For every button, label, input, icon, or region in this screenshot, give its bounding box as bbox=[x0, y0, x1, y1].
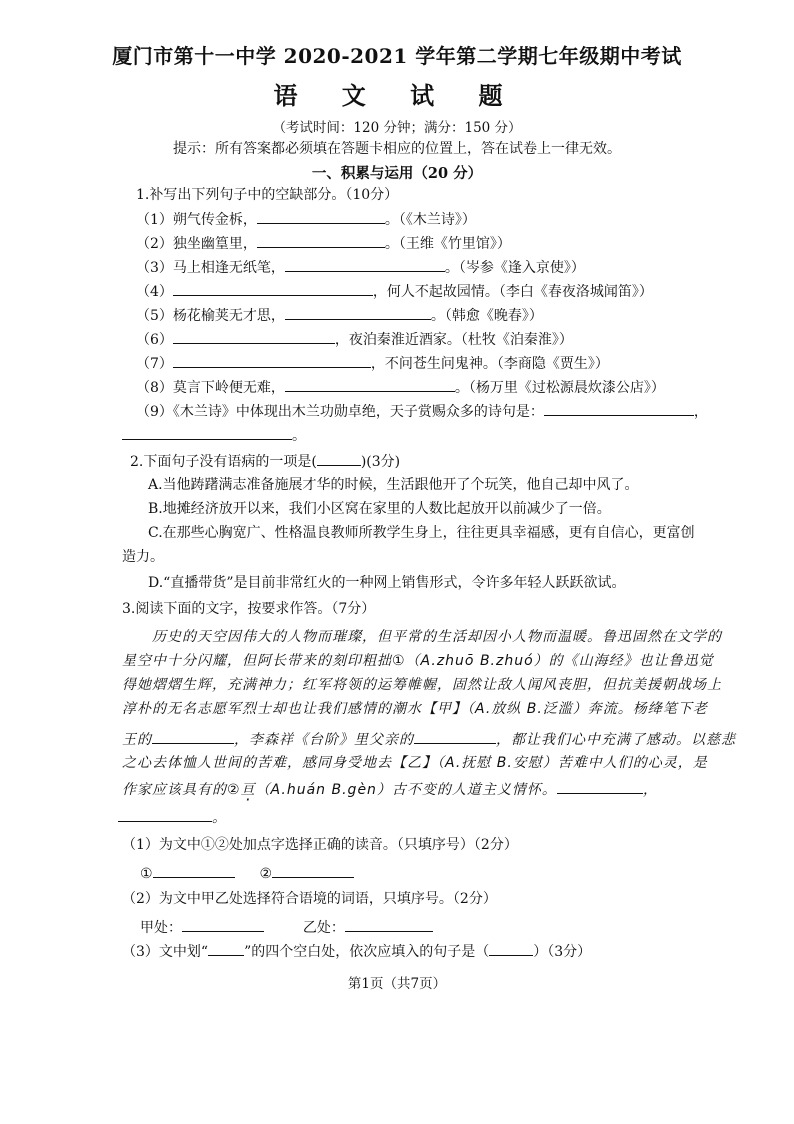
q1-item: （7） ，不问苍生问鬼神。（李商隐《贾生》） bbox=[136, 352, 609, 373]
exam-tip: 提示：所有答案都必须填在答题卡相应的位置上，答在试卷上一律无效。 bbox=[173, 141, 621, 157]
passage-line: 。 bbox=[118, 806, 227, 827]
q2-option-a[interactable]: A.当他踌躇满志准备施展才华的时候，生活跟他开了个玩笑，他自己却中风了。 bbox=[148, 477, 639, 493]
answer-blank[interactable] bbox=[489, 940, 533, 956]
answer-blank[interactable] bbox=[173, 328, 335, 344]
answer-blank[interactable] bbox=[317, 450, 361, 466]
q2-stem: 2.下面句子没有语病的一项是( )(3分) bbox=[130, 450, 400, 471]
answer-blank[interactable] bbox=[173, 352, 371, 368]
answer-blank[interactable] bbox=[557, 778, 643, 794]
q1-stem: 1.补写出下列句子中的空缺部分。（10分） bbox=[136, 187, 399, 203]
underline-mark bbox=[208, 940, 244, 956]
section-heading: 一、积累与运用（20 分） bbox=[311, 165, 483, 182]
q3-stem: 3.阅读下面的文字，按要求作答。（7分） bbox=[122, 601, 376, 617]
passage-line: 历史的天空因伟大的人物而璀璨，但平常的生活却因小人物而温暖。鲁迅固然在文学的 bbox=[152, 629, 722, 645]
q1-item: （8）莫言下岭便无难， 。（杨万里《过松源晨炊漆公店》） bbox=[136, 376, 665, 397]
answer-blank[interactable] bbox=[257, 232, 385, 248]
dotted-char: 亘 bbox=[240, 782, 256, 798]
q1-item: （1）朔气传金柝， 。（《木兰诗》） bbox=[136, 208, 476, 229]
answer-blank[interactable] bbox=[173, 280, 373, 296]
exam-info: （考试时间：120 分钟；满分：150 分） bbox=[272, 120, 522, 136]
q2-option-b[interactable]: B.地摊经济放开以来，我们小区窝在家里的人数比起放开以前减少了一倍。 bbox=[148, 501, 611, 517]
q1-item9-continued: 。 bbox=[122, 424, 306, 445]
q1-item: （9）《木兰诗》中体现出木兰功勋卓绝，天子赏赐众多的诗句是： ， bbox=[136, 400, 708, 421]
answer-blank[interactable] bbox=[272, 862, 354, 878]
q1-item: （5）杨花榆荚无才思， 。（韩愈《晚春》） bbox=[136, 304, 543, 325]
q2-option-c[interactable]: C.在那些心胸宽广、性格温良教师所教学生身上，往往更具幸福感，更有自信心，更富创 bbox=[148, 525, 695, 541]
q3-sub1-answers: ① ② bbox=[140, 862, 354, 882]
answer-blank[interactable] bbox=[152, 728, 234, 744]
q1-item: （2）独坐幽篁里， 。（王维《竹里馆》） bbox=[136, 232, 511, 253]
exam-title: 厦门市第十一中学 2020-2021 学年第二学期七年级期中考试 bbox=[112, 44, 682, 68]
q3-sub2: （2）为文中甲乙处选择符合语境的词语，只填序号。（2分） bbox=[122, 891, 497, 907]
answer-blank[interactable] bbox=[345, 916, 433, 932]
passage-line: 王的 ，李森祥《台阶》里父亲的 ，都让我们心中充满了感动。以慈悲 bbox=[122, 728, 736, 749]
q1-item: （6） ，夜泊秦淮近酒家。（杜牧《泊秦淮》） bbox=[136, 328, 573, 349]
q3-sub1: （1）为文中①②处加点字选择正确的读音。（只填序号）（2分） bbox=[122, 837, 518, 853]
passage-line: 作家应该具有的②亘（A.huán B.gèn）古不变的人道主义情怀。 ， bbox=[122, 778, 658, 799]
answer-blank[interactable] bbox=[414, 728, 496, 744]
passage-line: 淳朴的无名志愿军烈士却也让我们感情的潮水【甲】（A.放纵 B.泛滥）奔流。杨绛笔下老 bbox=[122, 701, 708, 717]
answer-blank[interactable] bbox=[285, 376, 455, 392]
answer-blank[interactable] bbox=[153, 862, 235, 878]
passage-line: 之心去体恤人世间的苦难，感同身受地去【乙】（A.抚慰 B.安慰）苦难中人们的心灵，是 bbox=[122, 755, 708, 771]
answer-blank[interactable] bbox=[118, 806, 212, 822]
answer-blank[interactable] bbox=[182, 916, 264, 932]
answer-blank[interactable] bbox=[285, 256, 445, 272]
passage-line: 星空中十分闪耀，但阿长带来的刻印粗拙①（A.zhuō B.zhuó）的《山海经》也让鲁迅觉 bbox=[122, 653, 714, 669]
subject-title: 语 文 试 题 bbox=[273, 81, 521, 110]
q2-option-c-continued: 造力。 bbox=[122, 549, 164, 565]
page-number: 第1页（共7页） bbox=[347, 976, 447, 992]
q2-option-d[interactable]: D.“直播带货”是目前非常红火的一种网上销售形式，令许多年轻人跃跃欲试。 bbox=[148, 575, 626, 591]
answer-blank[interactable] bbox=[257, 208, 385, 224]
q1-item: （4） ，何人不起故园情。（李白《春夜洛城闻笛》） bbox=[136, 280, 653, 301]
passage-line: 得她熠熠生辉，充满神力；红军将领的运筹帷幄，固然让敌人闻风丧胆，但抗美援朝战场上 bbox=[122, 677, 722, 693]
q3-sub3: （3）文中划“ ”的四个空白处，依次应填入的句子是（ ）（3分） bbox=[122, 940, 591, 961]
answer-blank[interactable] bbox=[122, 424, 292, 440]
q3-sub2-answers: 甲处： 乙处： bbox=[140, 916, 433, 937]
q1-item: （3）马上相逢无纸笔， 。（岑参《逢入京使》） bbox=[136, 256, 585, 277]
answer-blank[interactable] bbox=[544, 400, 694, 416]
answer-blank[interactable] bbox=[285, 304, 431, 320]
